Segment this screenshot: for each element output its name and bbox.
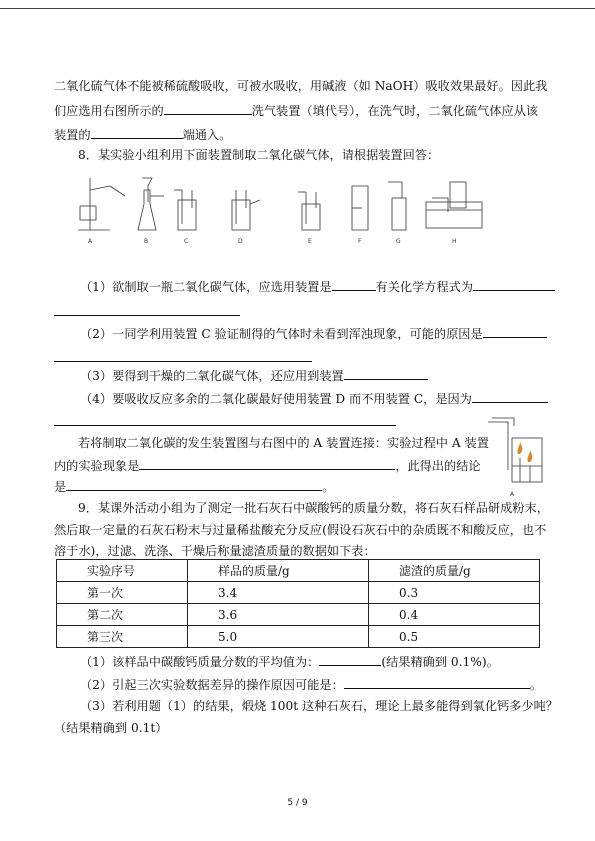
text: （2）引起三次实验数据差异的操作原因可能是： <box>80 678 344 692</box>
table-cell: 第三次 <box>57 626 188 648</box>
answer-blank[interactable] <box>473 277 555 291</box>
question-8-2 <box>80 324 547 343</box>
table-cell: 0.4 <box>369 604 540 626</box>
answer-line <box>54 348 312 367</box>
answer-blank[interactable] <box>344 675 530 689</box>
question-9-line <box>54 521 546 539</box>
apparatus-figure <box>70 168 500 248</box>
apparatus-label: H <box>452 238 457 245</box>
table-cell: 第一次 <box>57 582 188 604</box>
text: （3）要得到干燥的二氧化碳气体，还应用到装置 <box>80 369 344 383</box>
table-cell: 3.4 <box>188 582 369 604</box>
question-8-5 <box>78 434 489 452</box>
text: 。 <box>529 678 542 692</box>
text: 是 <box>54 480 67 494</box>
answer-blank[interactable] <box>332 277 376 291</box>
table-header-row <box>57 560 540 582</box>
answer-blank[interactable] <box>91 125 183 139</box>
text: 内的实验现象是 <box>54 459 140 473</box>
paragraph-line <box>54 77 547 95</box>
table-cell: 3.6 <box>188 604 369 626</box>
answer-blank[interactable] <box>319 652 381 666</box>
text: 有关化学方程式为 <box>375 280 474 294</box>
paragraph-line <box>54 125 231 144</box>
table-cell: 5.0 <box>188 626 369 648</box>
apparatus-label: G <box>396 238 401 245</box>
data-table <box>56 559 540 648</box>
text: 二氧化硫气体不能被稀硫酸吸收，可被水吸收，用碱液（如 NaOH）吸收效果最好。因此我 <box>54 79 548 93</box>
question-8-3 <box>80 366 428 385</box>
text: 。 <box>322 480 335 494</box>
text: 8．某实验小组利用下面装置制取二氧化碳气体，请根据装置回答： <box>78 148 440 162</box>
table-row <box>57 582 540 604</box>
text: 端通入。 <box>182 128 232 142</box>
table-cell: 0.5 <box>369 626 540 648</box>
text: 溶于水)，过滤、洗涤、干燥后称量滤渣质量的数据如下表： <box>54 544 376 558</box>
text: （3）若利用题（1）的结果，煅烧 100t 这种石灰石，理论上最多能得到氧化钙多少吨？ <box>80 699 558 713</box>
paragraph-line <box>54 101 538 120</box>
answer-blank[interactable] <box>139 456 395 470</box>
question-9-3-line <box>54 719 167 737</box>
text: (结果精确到 0.1%)。 <box>381 655 499 669</box>
question-8-1 <box>80 277 555 296</box>
header-rule <box>0 8 595 9</box>
text: （2）一同学利用装置 C 验证制得的气体时未看到浑浊现象，可能的原因是 <box>80 327 483 341</box>
question-9-3 <box>80 697 558 715</box>
question-9 <box>78 499 549 517</box>
answer-line <box>54 412 396 431</box>
table-header: 样品的质量/g <box>188 560 369 582</box>
question-9-line <box>54 542 376 560</box>
question-8-title <box>78 146 439 164</box>
side-apparatus-figure <box>484 408 546 500</box>
text: （结果精确到 0.1t） <box>54 721 168 735</box>
apparatus-label: F <box>358 238 362 245</box>
text: 装置的 <box>54 128 91 142</box>
text: ，此得出的结论 <box>395 459 481 473</box>
text: （4）要吸收反应多余的二氧化碳最好使用装置 D 而不用装置 C，是因为 <box>80 392 472 406</box>
table-cell: 0.3 <box>369 582 540 604</box>
text: 们应选用右图所示的 <box>54 104 164 118</box>
apparatus-label: B <box>144 238 149 245</box>
answer-blank[interactable] <box>54 302 240 316</box>
question-9-2 <box>80 675 542 694</box>
answer-blank[interactable] <box>54 348 312 362</box>
apparatus-label: C <box>184 238 189 245</box>
table-header: 滤渣的质量/g <box>369 560 540 582</box>
text: （1）该样品中碳酸钙质量分数的平均值为： <box>80 655 320 669</box>
answer-blank[interactable] <box>472 389 548 403</box>
answer-blank[interactable] <box>344 366 428 380</box>
table-cell: 第二次 <box>57 604 188 626</box>
answer-blank[interactable] <box>54 412 396 426</box>
answer-blank[interactable] <box>66 477 322 491</box>
answer-blank[interactable] <box>483 324 547 338</box>
answer-blank[interactable] <box>164 101 252 115</box>
text: 若将制取二氧化碳的发生装置图与右图中的 A 装置连接：实验过程中 A 装置 <box>78 436 489 450</box>
side-figure-label: A <box>510 491 515 498</box>
question-8-5-line <box>54 456 481 475</box>
apparatus-label: A <box>88 238 93 245</box>
question-8-4 <box>80 389 548 408</box>
text: 9．某课外活动小组为了测定一批石灰石中碳酸钙的质量分数，将石灰石样品研成粉末， <box>78 501 549 515</box>
question-8-5-line <box>54 477 334 496</box>
apparatus-label: E <box>308 238 312 245</box>
answer-line <box>54 302 240 321</box>
table-row <box>57 626 540 648</box>
apparatus-label: D <box>238 238 243 245</box>
table-row <box>57 604 540 626</box>
text: 然后取一定量的石灰石粉末与过量稀盐酸充分反应(假设石灰石中的杂质既不和酸反应，也不 <box>54 523 547 537</box>
text: （1）欲制取一瓶二氧化碳气体，应选用装置是 <box>80 280 332 294</box>
question-9-1 <box>80 652 499 671</box>
table-header: 实验序号 <box>57 560 188 582</box>
text: 洗气装置（填代号），在洗气时，二氧化硫气体应从该 <box>251 104 539 118</box>
page-number: 5 / 9 <box>287 798 308 808</box>
